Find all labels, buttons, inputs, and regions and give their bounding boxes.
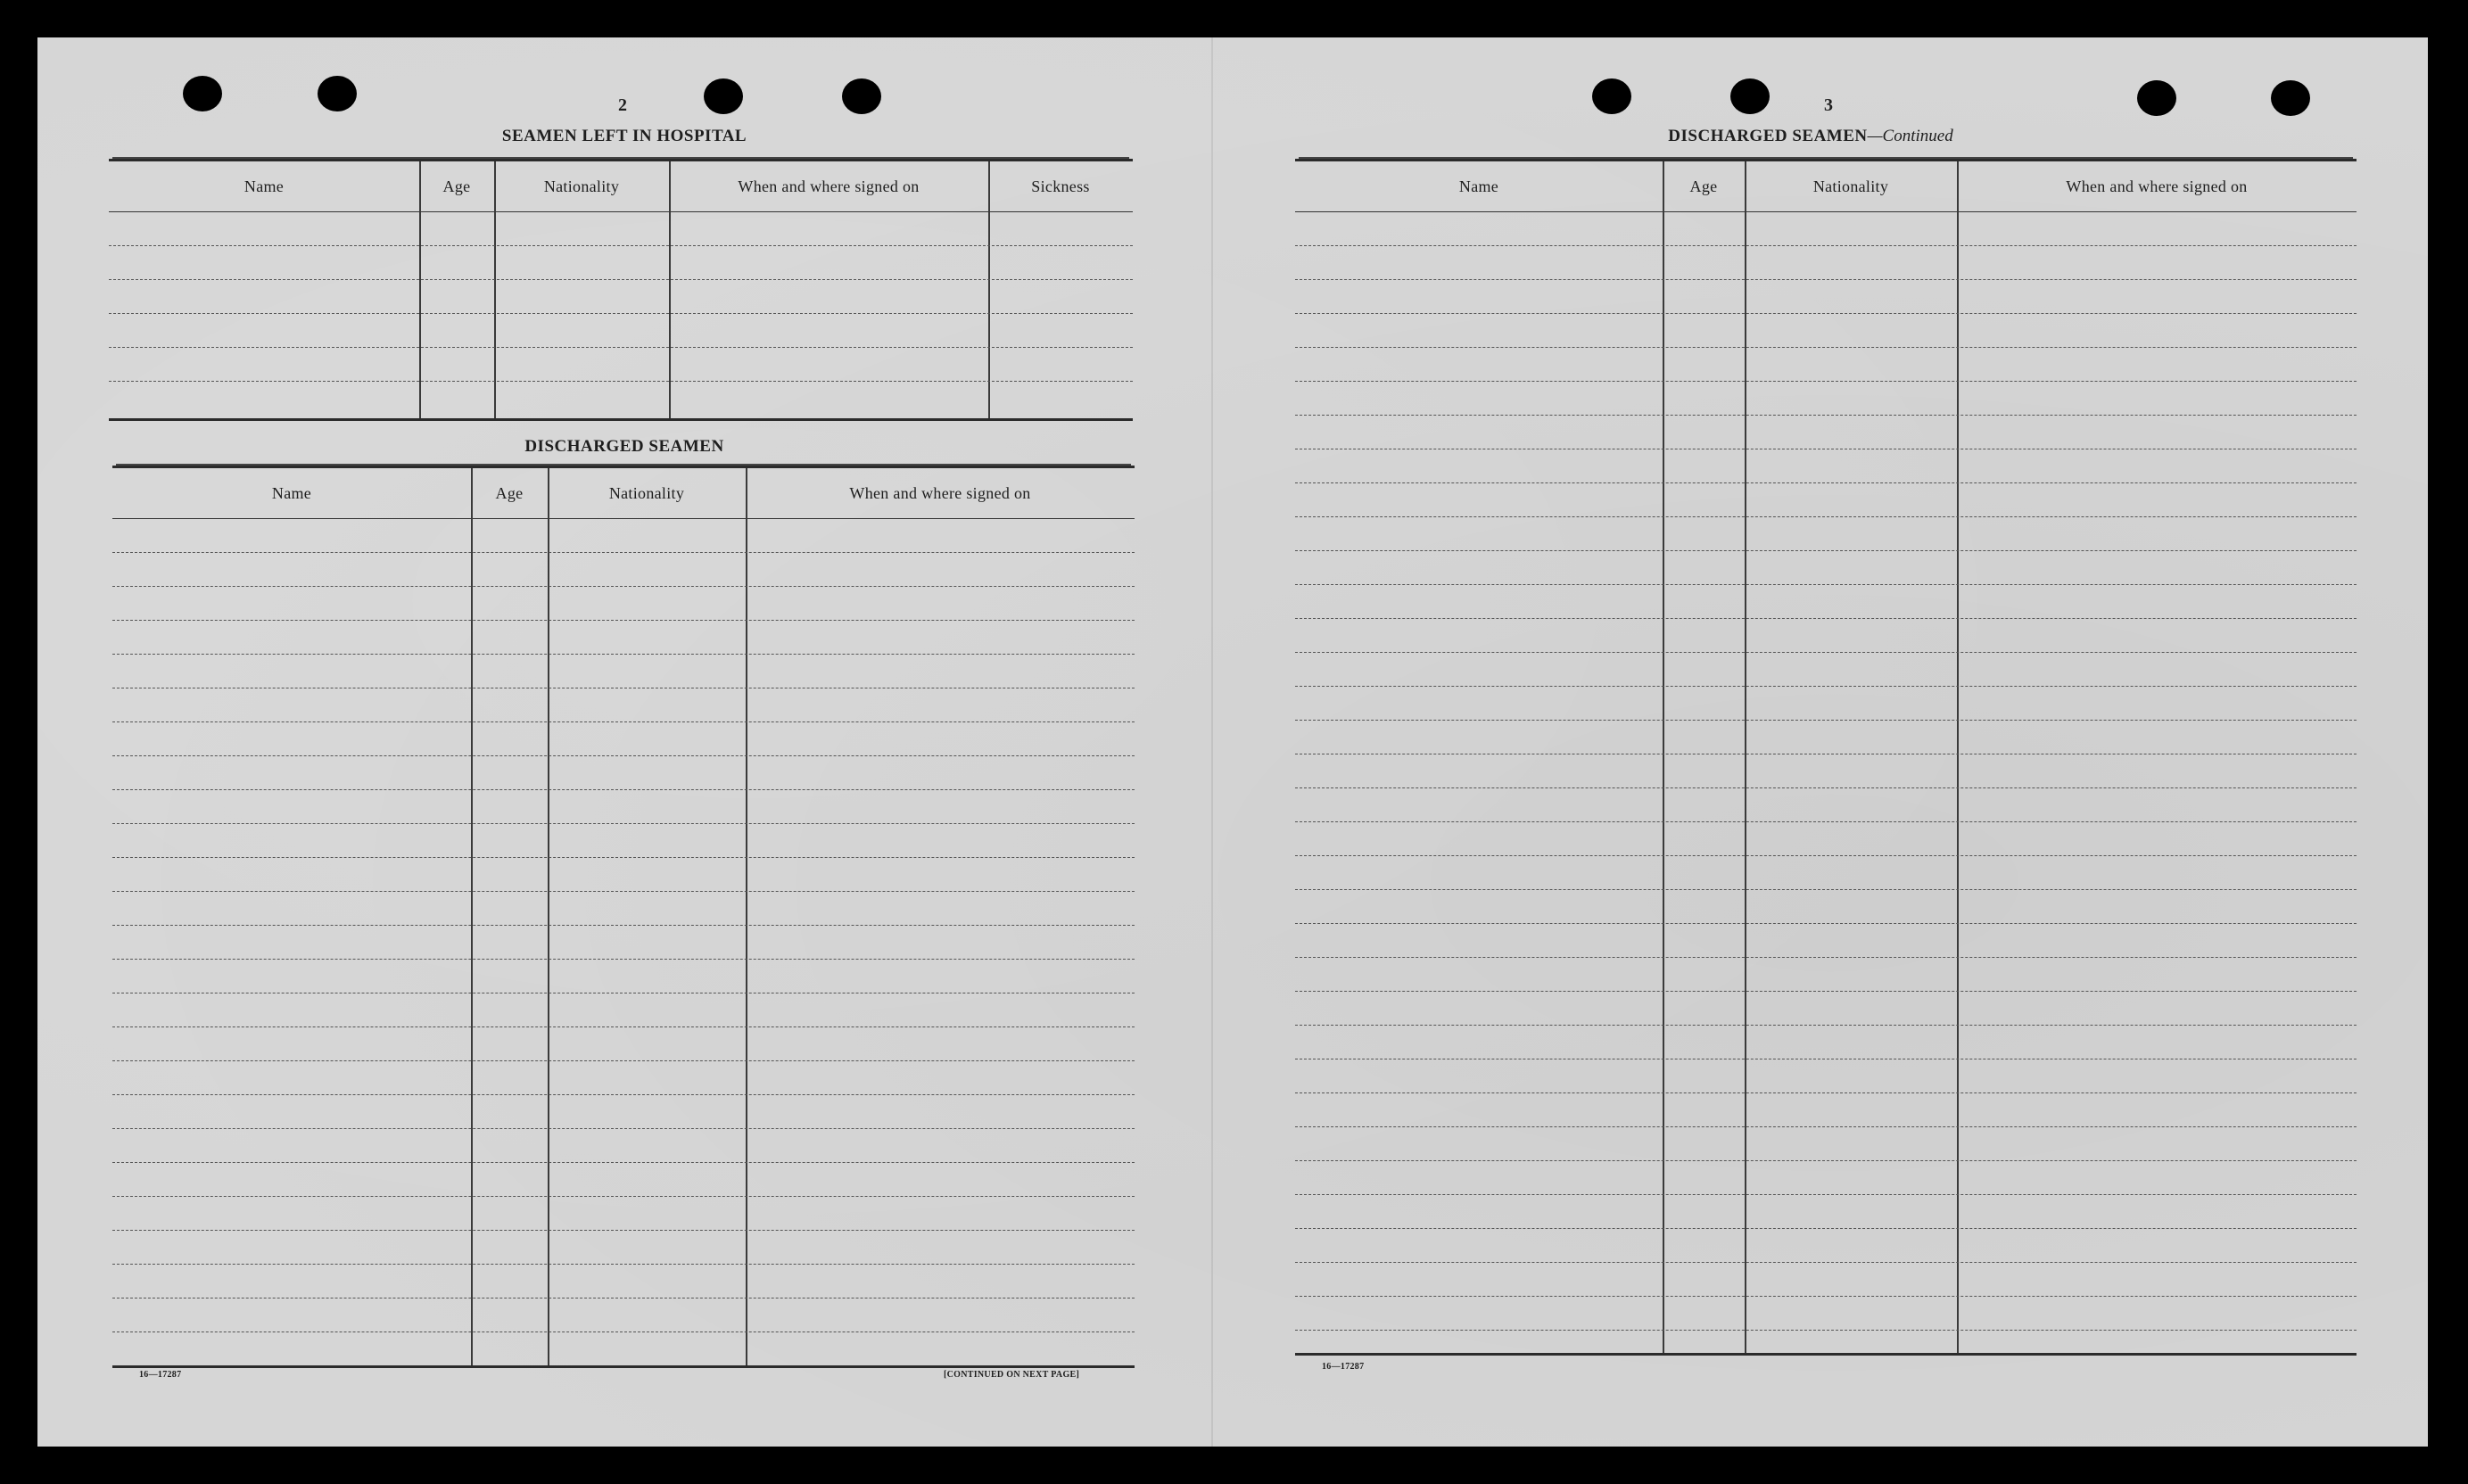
table-row (109, 313, 1133, 314)
discharged-table-left-rows (112, 518, 1135, 1365)
col-header-sickness: Sickness (1031, 177, 1090, 195)
col-header-age: Age (442, 177, 471, 195)
discharged-table-left (112, 466, 1135, 1368)
table-row (109, 245, 1133, 246)
table-row (1295, 686, 2357, 687)
punch-hole (183, 76, 222, 111)
table-row (112, 891, 1135, 892)
table-row (112, 552, 1135, 553)
table-row (1295, 381, 2357, 382)
discharged-continued-title-suffix: —Continued (1867, 127, 1953, 145)
punch-hole (842, 78, 881, 114)
col-header-nationality: Nationality (543, 177, 620, 195)
col-header-signed-on: When and where signed on (849, 483, 1031, 502)
col-header-name: Name (243, 177, 285, 195)
discharged-table-right-rows (1295, 211, 2357, 1353)
col-header-name: Name (271, 483, 312, 502)
page-number-left: 2 (618, 95, 627, 115)
table-row (1295, 957, 2357, 958)
table-row (112, 1094, 1135, 1095)
col-header-name: Name (1458, 177, 1499, 195)
table-row (109, 347, 1133, 348)
table-row (1295, 1194, 2357, 1195)
table-row (112, 1264, 1135, 1265)
hospital-section-title: SEAMEN LEFT IN HOSPITAL (501, 127, 747, 145)
table-row (1295, 1296, 2357, 1297)
table-row (1295, 652, 2357, 653)
punch-hole (2271, 80, 2310, 116)
table-row (112, 1128, 1135, 1129)
table-row (112, 1060, 1135, 1061)
table-row (1295, 1025, 2357, 1026)
form-code-right: 16—17287 (1322, 1362, 1365, 1372)
table-row (1295, 415, 2357, 416)
table-row (109, 279, 1133, 280)
table-row (1295, 1330, 2357, 1331)
table-row (112, 1162, 1135, 1163)
table-row (1295, 991, 2357, 992)
continued-note: [CONTINUED ON NEXT PAGE] (944, 1370, 1080, 1380)
table-row (112, 721, 1135, 722)
table-row (112, 755, 1135, 756)
table-row (112, 925, 1135, 926)
table-row (112, 1026, 1135, 1027)
discharged-table-right (1295, 159, 2357, 1356)
table-row (1295, 1228, 2357, 1229)
table-row (1295, 1126, 2357, 1127)
page-number-right: 3 (1824, 95, 1833, 115)
table-row (1295, 482, 2357, 483)
col-header-signed-on: When and where signed on (2066, 177, 2248, 195)
discharged-table-right-header (1295, 161, 2357, 212)
table-row (112, 620, 1135, 621)
table-row (1295, 821, 2357, 822)
table-row (1295, 584, 2357, 585)
discharged-continued-title (1570, 127, 2051, 146)
hospital-table (109, 159, 1133, 421)
table-row (1295, 889, 2357, 890)
table-row (1295, 1262, 2357, 1263)
discharged-table-left-header (112, 468, 1135, 519)
col-header-age: Age (1689, 177, 1718, 195)
table-row (1295, 720, 2357, 721)
punch-hole (1592, 78, 1631, 114)
col-header-nationality: Nationality (1812, 177, 1889, 195)
table-row (112, 823, 1135, 824)
table-row (1295, 787, 2357, 788)
discharged-continued-title-main: DISCHARGED SEAMEN (1668, 127, 1868, 145)
table-row (1295, 245, 2357, 246)
table-row (1295, 1160, 2357, 1161)
col-header-signed-on: When and where signed on (738, 177, 920, 195)
table-row (112, 1196, 1135, 1197)
punch-hole (318, 76, 357, 111)
page-fold (1211, 37, 1213, 1447)
table-row (112, 959, 1135, 960)
table-row (1295, 855, 2357, 856)
table-row (1295, 550, 2357, 551)
col-header-age: Age (495, 483, 524, 502)
table-row (1295, 923, 2357, 924)
table-row (1295, 1092, 2357, 1093)
hospital-table-header (109, 161, 1133, 212)
table-row (109, 381, 1133, 382)
table-row (112, 586, 1135, 587)
table-row (1295, 516, 2357, 517)
table-row (112, 857, 1135, 858)
punch-hole (2137, 80, 2176, 116)
table-row (1295, 618, 2357, 619)
table-row (112, 1230, 1135, 1231)
hospital-table-rows (109, 211, 1133, 418)
table-row (1295, 279, 2357, 280)
table-row (112, 789, 1135, 790)
col-header-nationality: Nationality (608, 483, 685, 502)
punch-hole (1730, 78, 1770, 114)
table-row (112, 1331, 1135, 1332)
table-row (1295, 313, 2357, 314)
form-code-left: 16—17287 (139, 1370, 182, 1380)
table-row (112, 654, 1135, 655)
punch-hole (704, 78, 743, 114)
table-row (1295, 347, 2357, 348)
discharged-section-title: DISCHARGED SEAMEN (524, 437, 724, 456)
